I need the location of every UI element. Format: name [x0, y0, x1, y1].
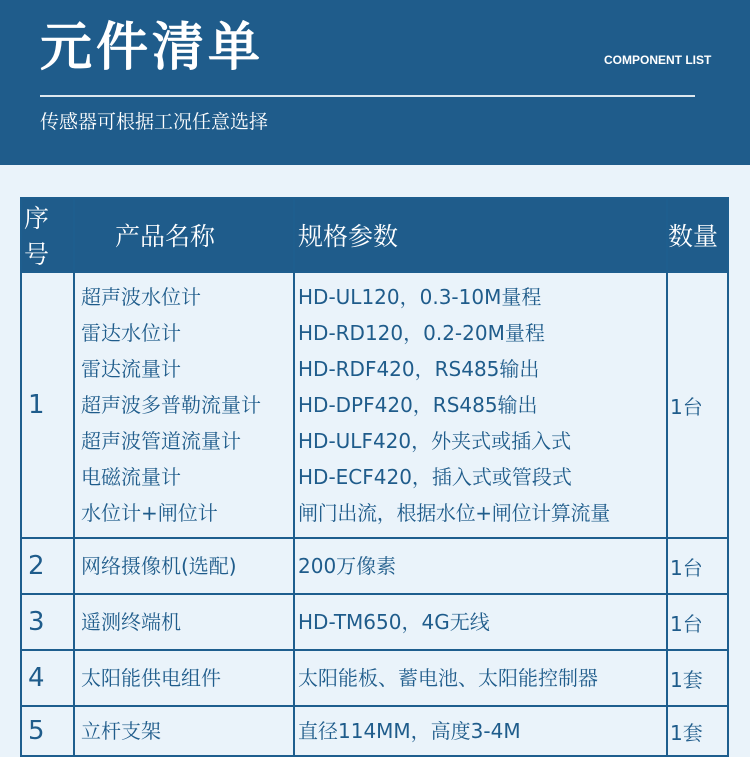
- page-title: 元件清单: [40, 18, 265, 78]
- component-table: [20, 197, 729, 757]
- page-subtitle: 传感器可根据工况任意选择: [40, 111, 269, 133]
- product-name: 水位计+闸位计: [81, 501, 218, 525]
- product-spec: HD-RD120，0.2-20M量程: [298, 321, 545, 345]
- header-spec: 规格参数: [294, 198, 667, 272]
- row-index: 4: [21, 650, 74, 706]
- divider: [40, 95, 695, 97]
- row-names: [74, 272, 294, 538]
- product-spec: HD-TM650，4G无线: [294, 594, 667, 650]
- header-banner: [0, 0, 750, 165]
- header-index: 序号: [21, 198, 74, 272]
- product-spec: HD-DPF420，RS485输出: [298, 393, 538, 417]
- table-row: [21, 650, 728, 706]
- product-name: 超声波水位计: [81, 285, 201, 309]
- product-name: 网络摄像机(选配): [74, 538, 294, 594]
- product-spec: HD-RDF420，RS485输出: [298, 357, 540, 381]
- header-qty: 数量: [667, 198, 728, 272]
- product-name: 立杆支架: [74, 706, 294, 756]
- row-qty: 1套: [667, 650, 728, 706]
- english-subtitle: COMPONENT LIST: [604, 53, 712, 67]
- table-row: [21, 272, 728, 538]
- product-spec: 太阳能板、蓄电池、太阳能控制器: [294, 650, 667, 706]
- product-spec: 200万像素: [294, 538, 667, 594]
- product-spec: 闸门出流，根据水位+闸位计算流量: [298, 501, 610, 525]
- row-index: 2: [21, 538, 74, 594]
- table-row: [21, 538, 728, 594]
- row-qty: 1套: [667, 706, 728, 756]
- product-name: 雷达流量计: [81, 357, 181, 381]
- product-name: 超声波多普勒流量计: [81, 393, 261, 417]
- table-header-row: [21, 198, 728, 272]
- row-specs: [294, 272, 667, 538]
- row-qty: 1台: [667, 594, 728, 650]
- product-name: 太阳能供电组件: [74, 650, 294, 706]
- header-name: 产品名称: [74, 198, 294, 272]
- product-spec: 直径114MM，高度3-4M: [294, 706, 667, 756]
- product-spec: HD-ULF420，外夹式或插入式: [298, 429, 572, 453]
- product-name: 雷达水位计: [81, 321, 181, 345]
- row-index: 1: [21, 272, 74, 538]
- product-spec: HD-UL120，0.3-10M量程: [298, 285, 542, 309]
- product-name: 超声波管道流量计: [81, 429, 241, 453]
- row-index: 3: [21, 594, 74, 650]
- product-name: 遥测终端机: [74, 594, 294, 650]
- product-spec: HD-ECF420，插入式或管段式: [298, 465, 572, 489]
- table-row: [21, 706, 728, 756]
- row-index: 5: [21, 706, 74, 756]
- product-name: 电磁流量计: [81, 465, 181, 489]
- row-qty: 1台: [667, 272, 728, 538]
- table-row: [21, 594, 728, 650]
- row-qty: 1台: [667, 538, 728, 594]
